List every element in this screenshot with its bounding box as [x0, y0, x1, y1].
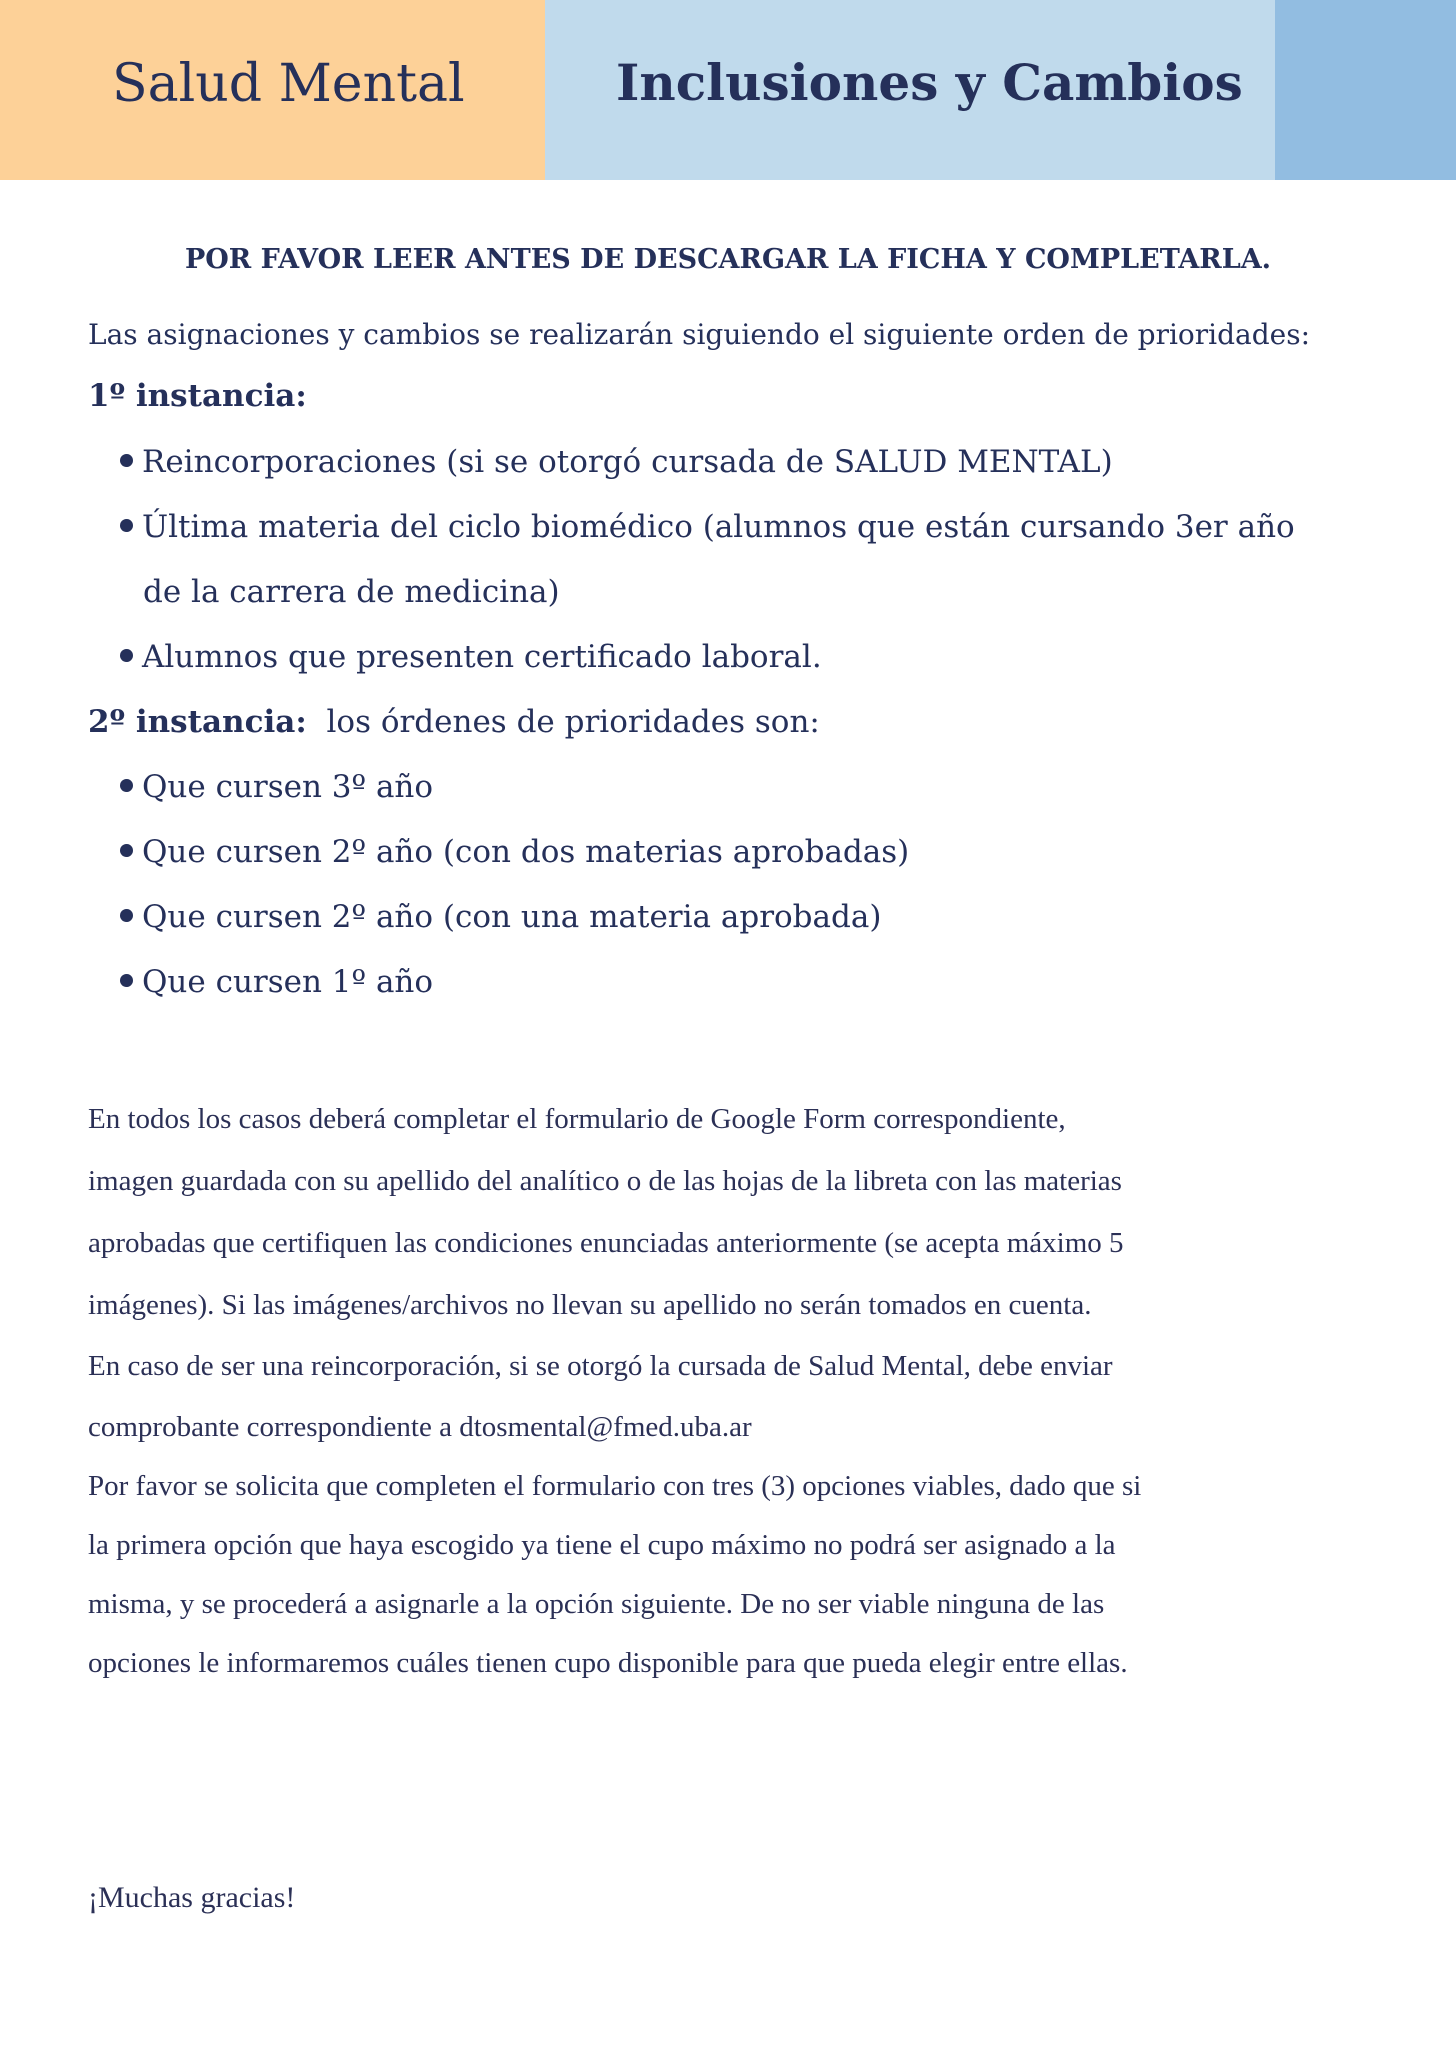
- bullet-icon: [120, 779, 133, 792]
- list-item: [120, 769, 434, 805]
- bullet-icon: [120, 454, 133, 467]
- section-title: Salud Mental: [112, 54, 465, 114]
- list-item-text: Que cursen 3º año: [142, 769, 434, 805]
- second-instance-subheading: los órdenes de prioridades son:: [326, 704, 820, 740]
- list-item: [120, 639, 822, 675]
- paragraph-line: comprobante correspondiente a dtosmental@fmed.uba.ar: [88, 1411, 752, 1443]
- list-item-text: Alumnos que presenten certificado laboral.: [142, 639, 822, 675]
- bullet-icon: [120, 649, 133, 662]
- thanks-text: ¡Muchas gracias!: [88, 1881, 296, 1914]
- paragraph-line: En todos los casos deberá completar el formulario de Google Form correspondiente,: [88, 1103, 1066, 1135]
- first-instance-heading: [88, 378, 307, 414]
- notice-heading: POR FAVOR LEER ANTES DE DESCARGAR LA FICHA Y COMPLETARLA.: [184, 244, 1272, 275]
- bullet-icon: [120, 519, 133, 532]
- list-item-continuation: de la carrera de medicina): [143, 574, 560, 610]
- header-banner: [0, 0, 1456, 180]
- bullet-icon: [120, 909, 133, 922]
- page-title: Inclusiones y Cambios: [616, 53, 1243, 112]
- list-item-text: Que cursen 2º año (con dos materias aprobadas): [142, 834, 910, 870]
- list-item: [120, 444, 1113, 480]
- paragraph-line: aprobadas que certifiquen las condiciones enunciadas anteriormente (se acepta máximo 5: [88, 1227, 1124, 1259]
- second-instance-heading: [88, 704, 820, 740]
- list-item: [120, 834, 910, 870]
- list-item-text: Reincorporaciones (si se otorgó cursada de SALUD MENTAL): [142, 444, 1113, 480]
- list-item-text: Que cursen 2º año (con una materia aprobada): [142, 899, 882, 935]
- intro-text: Las asignaciones y cambios se realizarán siguiendo el siguiente orden de prioridades:: [88, 318, 1311, 351]
- paragraph-line: Por favor se solicita que completen el formulario con tres (3) opciones viables, dado que si: [88, 1470, 1142, 1502]
- header-right-band: [1275, 0, 1456, 180]
- bullet-icon: [120, 974, 133, 987]
- paragraph-line: la primera opción que haya escogido ya tiene el cupo máximo no podrá ser asignado a la: [88, 1529, 1116, 1561]
- list-item-text: Que cursen 1º año: [142, 964, 434, 1000]
- second-instance-label: 2º instancia:: [88, 704, 307, 740]
- paragraph-line: misma, y se procederá a asignarle a la opción siguiente. De no ser viable ninguna de las: [88, 1588, 1105, 1620]
- paragraph-line: imágenes). Si las imágenes/archivos no llevan su apellido no serán tomados en cuenta.: [88, 1289, 1092, 1321]
- list-item: [120, 899, 882, 935]
- paragraph-line: imagen guardada con su apellido del analítico o de las hojas de la libreta con las materias: [88, 1165, 1122, 1197]
- list-item: [120, 509, 1295, 545]
- list-item: [120, 964, 434, 1000]
- list-item-text: Última materia del ciclo biomédico (alumnos que están cursando 3er año: [142, 509, 1295, 545]
- paragraph-line: En caso de ser una reincorporación, si se otorgó la cursada de Salud Mental, debe enviar: [88, 1350, 1113, 1382]
- bullet-icon: [120, 844, 133, 857]
- first-instance-label: 1º instancia:: [88, 378, 307, 414]
- paragraph-line: opciones le informaremos cuáles tienen cupo disponible para que pueda elegir entre ellas.: [88, 1647, 1128, 1679]
